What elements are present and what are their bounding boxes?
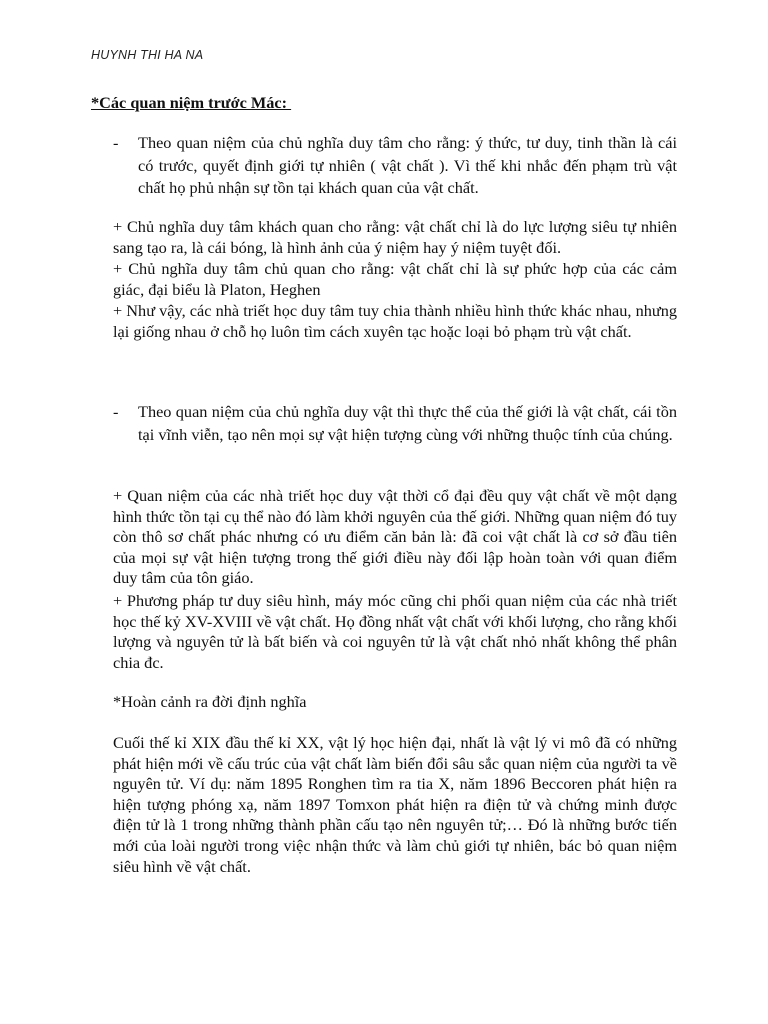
paragraph-objective-idealism: + Chủ nghĩa duy tâm khách quan cho rằng: vật chất chỉ là do lực lượng siêu tự nhiên sang tạo ra, là cái bóng, là hình ảnh của ý niệm hay ý niệm tuyệt đối. xyxy=(113,217,677,257)
paragraph-subjective-idealism: + Chủ nghĩa duy tâm chủ quan cho rằng: vật chất chỉ là sự phức hợp của các cảm giác, đại biểu là Platon, Heghen xyxy=(113,259,677,299)
paragraph-ancient-materialism: + Quan niệm của các nhà triết học duy vật thời cổ đại đều quy vật chất về một dạng hình thức tồn tại cụ thể nào đó làm khởi nguyên của thế giới. Những quan niệm đó tuy còn thô sơ chất phác nhưng có ưu điểm căn bản là: đã coi vật chất là cơ sở đầu tiên của mọi sự vật hiện tượng trong thế giới điều này đối lập hoàn toàn với quan điểm duy tâm của tôn giáo. xyxy=(113,486,677,588)
dash-bullet: - xyxy=(113,402,119,421)
list-item-materialism xyxy=(113,401,677,446)
list-item-text: Theo quan niệm của chủ nghĩa duy vật thì thực thể của thế giới là vật chất, cái tồn tại vĩnh viễn, tạo nên mọi sự vật hiện tượng cùng với những thuộc tính của chúng. xyxy=(138,402,677,444)
paragraph-metaphysical-method: + Phương pháp tư duy siêu hình, máy móc cũng chi phối quan niệm của các nhà triết học thế kỷ XV-XVIII về vật chất. Họ đồng nhất vật chất với khối lượng, cho rằng khối lượng và nguyên tử là bất biến và coi nguyên tử là vật chất nhỏ nhất không thể phân chia đc. xyxy=(113,591,677,672)
paragraph-idealism-summary: + Như vậy, các nhà triết học duy tâm tuy chia thành nhiều hình thức khác nhau, nhưng lại giống nhau ở chỗ họ luôn tìm cách xuyên tạc hoặc loại bỏ phạm trù vật chất. xyxy=(113,301,677,341)
list-item-idealism xyxy=(113,132,677,200)
section-title-definition-context: *Hoàn cảnh ra đời định nghĩa xyxy=(113,692,307,711)
dash-bullet: - xyxy=(113,133,119,152)
page-header-author: HUYNH THI HA NA xyxy=(91,48,204,62)
section-title-pre-marx: *Các quan niệm trước Mác: xyxy=(91,93,292,112)
paragraph-definition-context: Cuối thế kỉ XIX đầu thế kỉ XX, vật lý học hiện đại, nhất là vật lý vi mô đã có những phát hiện mới về cấu trúc của vật chất làm biến đổi sâu sắc quan niệm của người ta về nguyên tử. Ví dụ: năm 1895 Ronghen tìm ra tia X, năm 1896 Beccoren phát hiện ra hiện tượng phóng xạ, năm 1897 Tomxon phát hiện ra điện tử và chứng minh được điện tử là 1 trong những thành phần cấu tạo nên nguyên tử;… Đó là những bước tiến mới của loài người trong việc nhận thức và làm chủ giới tự nhiên, bác bỏ quan niệm siêu hình về vật chất. xyxy=(113,733,677,876)
list-item-text: Theo quan niệm của chủ nghĩa duy tâm cho rằng: ý thức, tư duy, tinh thần là cái có trước, quyết định giới tự nhiên ( vật chất ). Vì thế khi nhắc đến phạm trù vật chất họ phủ nhận sự tồn tại khách quan của vật chất. xyxy=(138,133,677,198)
